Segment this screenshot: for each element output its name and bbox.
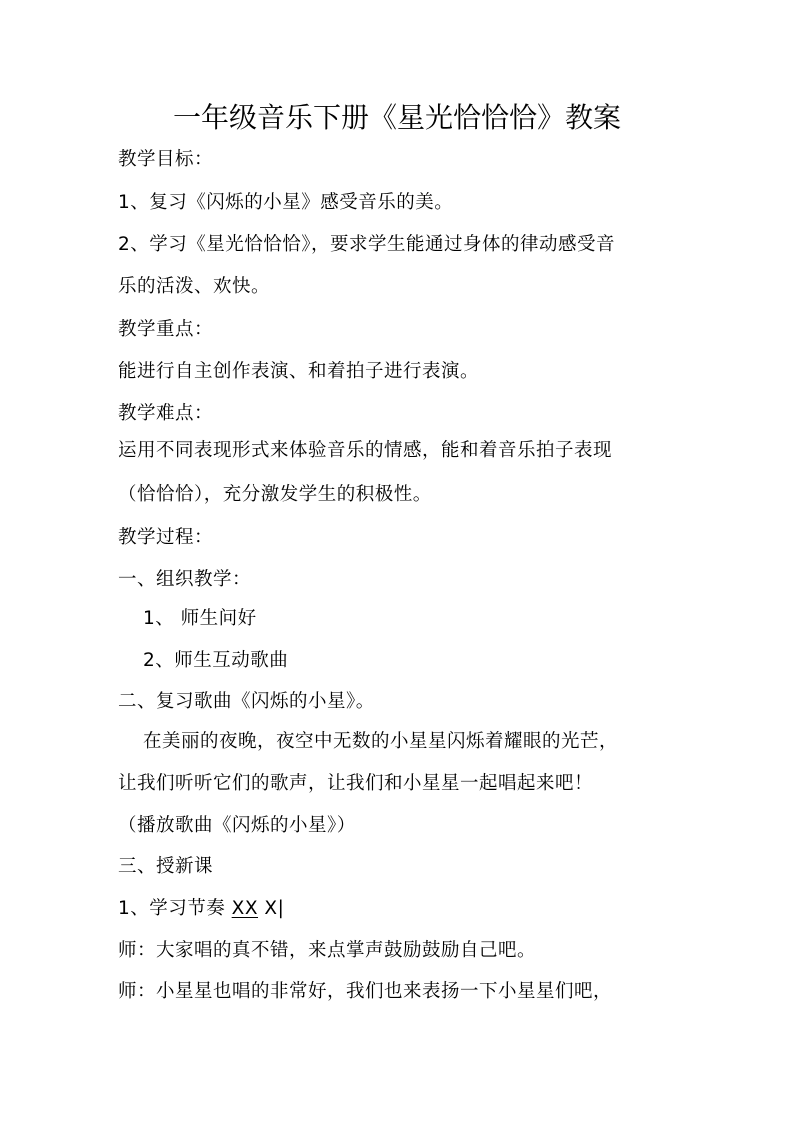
- key-points-text: 能进行自主创作表演、和着拍子进行表演。: [118, 361, 480, 382]
- teacher-line-1: 师：大家唱的真不错，来点掌声鼓励鼓励自己吧。: [118, 940, 537, 961]
- document-title: 一年级音乐下册《星光恰恰恰》教案: [172, 101, 621, 134]
- narration-paragraph: 在美丽的夜晚，夜空中无数的小星星闪烁着耀眼的光芒，: [143, 731, 619, 752]
- rhythm-underlined-notes: XX: [231, 898, 259, 919]
- narration-paragraph-continued: 让我们听听它们的歌声，让我们和小星星一起唱起来吧！: [118, 773, 594, 794]
- objective-item-1: 1、复习《闪烁的小星》感受音乐的美。: [118, 192, 454, 213]
- section-heading-difficulties: 教学难点：: [118, 403, 214, 424]
- section-heading-process: 教学过程：: [118, 527, 214, 548]
- objective-item-2-continued: 乐的活泼、欢快。: [118, 276, 271, 297]
- section-heading-key-points: 教学重点：: [118, 319, 214, 340]
- play-song-note: （播放歌曲《闪烁的小星》）: [118, 815, 356, 836]
- process-step-2: 二、复习歌曲《闪烁的小星》。: [118, 691, 375, 712]
- teacher-line-2: 师：小星星也唱的非常好，我们也来表扬一下小星星们吧，: [118, 981, 613, 1002]
- process-step-1: 一、组织教学：: [118, 569, 252, 590]
- process-step-3: 三、授新课: [118, 856, 214, 877]
- process-substep-greeting: 1、 师生问好: [143, 608, 257, 629]
- rhythm-prefix: 1、学习节奏: [118, 898, 232, 919]
- objective-item-2: 2、学习《星光恰恰恰》，要求学生能通过身体的律动感受音: [118, 234, 616, 255]
- rhythm-practice-line: [118, 895, 284, 923]
- difficulties-text-continued: （恰恰恰），充分激发学生的积极性。: [118, 484, 432, 505]
- difficulties-text: 运用不同表现形式来体验音乐的情感，能和着音乐拍子表现: [118, 440, 613, 461]
- section-heading-objectives: 教学目标：: [118, 149, 214, 170]
- rhythm-suffix: X|: [258, 898, 285, 919]
- process-substep-song: 2、师生互动歌曲: [143, 650, 289, 671]
